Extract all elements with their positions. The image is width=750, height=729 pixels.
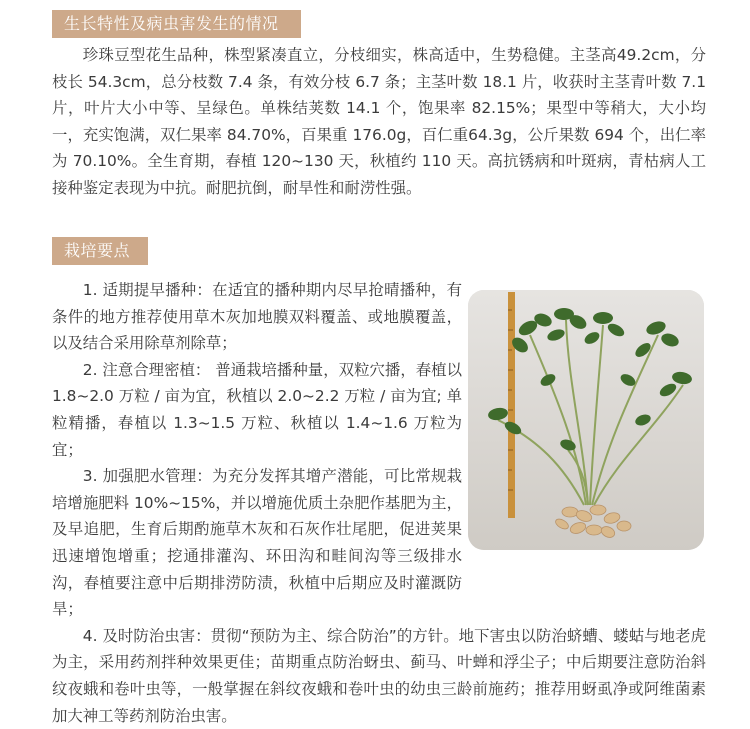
cultivation-points: [52, 277, 706, 729]
cultivation-point-1: 1. 适期提早播种：在适宜的播种期内尽早抢晴播种，有条件的地方推荐使用草木灰加地膜双料覆盖、或地膜覆盖，以及结合采用除草剂除草；: [52, 281, 462, 353]
section-header-cultivation: 栽培要点: [52, 237, 148, 265]
cultivation-point-2: 2. 注意合理密植： 普通栽培播种量，双粒穴播，春植以 1.8~2.0 万粒 / 亩为宜，秋植以 2.0~2.2 万粒 / 亩为宜; 单粒精播，春植以 1.3~1.5 万粒、秋植以 1.4~1.6 万粒为宜；: [52, 360, 462, 459]
cultivation-point-4: 4. 及时防治虫害：贯彻“预防为主、综合防治”的方针。地下害虫以防治蛴螬、蝼蛄与地老虎为主，采用药剂拌种效果更佳；苗期重点防治蚜虫、蓟马、叶蝉和浮尘子；中后期要注意防治斜纹夜蛾和卷叶虫等，一般掌握在斜纹夜蛾和卷叶虫的幼虫三龄前施药；推荐用蚜虱净或阿维菌素加大神工等药剂防治虫害。: [52, 626, 706, 725]
growth-description: 珍珠豆型花生品种，株型紧凑直立，分枝细实，株高适中，生势稳健。主茎高49.2cm，分枝长 54.3cm，总分枝数 7.4 条，有效分枝 6.7 条；主茎叶数 18.1 片，收获时主茎青叶数 7.1 片，叶片大小中等、呈绿色。单株结荚数 14.1 个，饱果率 82.15%；果型中等稍大，大小均一，充实饱满，双仁果率 84.70%，百果重 176.0g，百仁重64.3g，公斤果数 694 个，出仁率为 70.10%。全生育期，春植 120~130 天，秋植约 110 天。高抗锈病和叶斑病，青枯病人工接种鉴定表现为中抗。耐肥抗倒，耐旱性和耐涝性强。: [52, 46, 706, 197]
section-header-growth: 生长特性及病虫害发生的情况: [52, 10, 301, 38]
cultivation-point-3: 3. 加强肥水管理：为充分发挥其增产潜能，可比常规栽培增施肥料 10%~15%，并以增施优质土杂肥作基肥为主，及早追肥，生育后期酌施草木灰和石灰作壮尾肥，促进荚果迅速增饱增重；挖通排灌沟、环田沟和畦间沟等三级排水沟，春植要注意中后期排涝防渍，秋植中后期应及时灌溉防旱；: [52, 467, 462, 619]
